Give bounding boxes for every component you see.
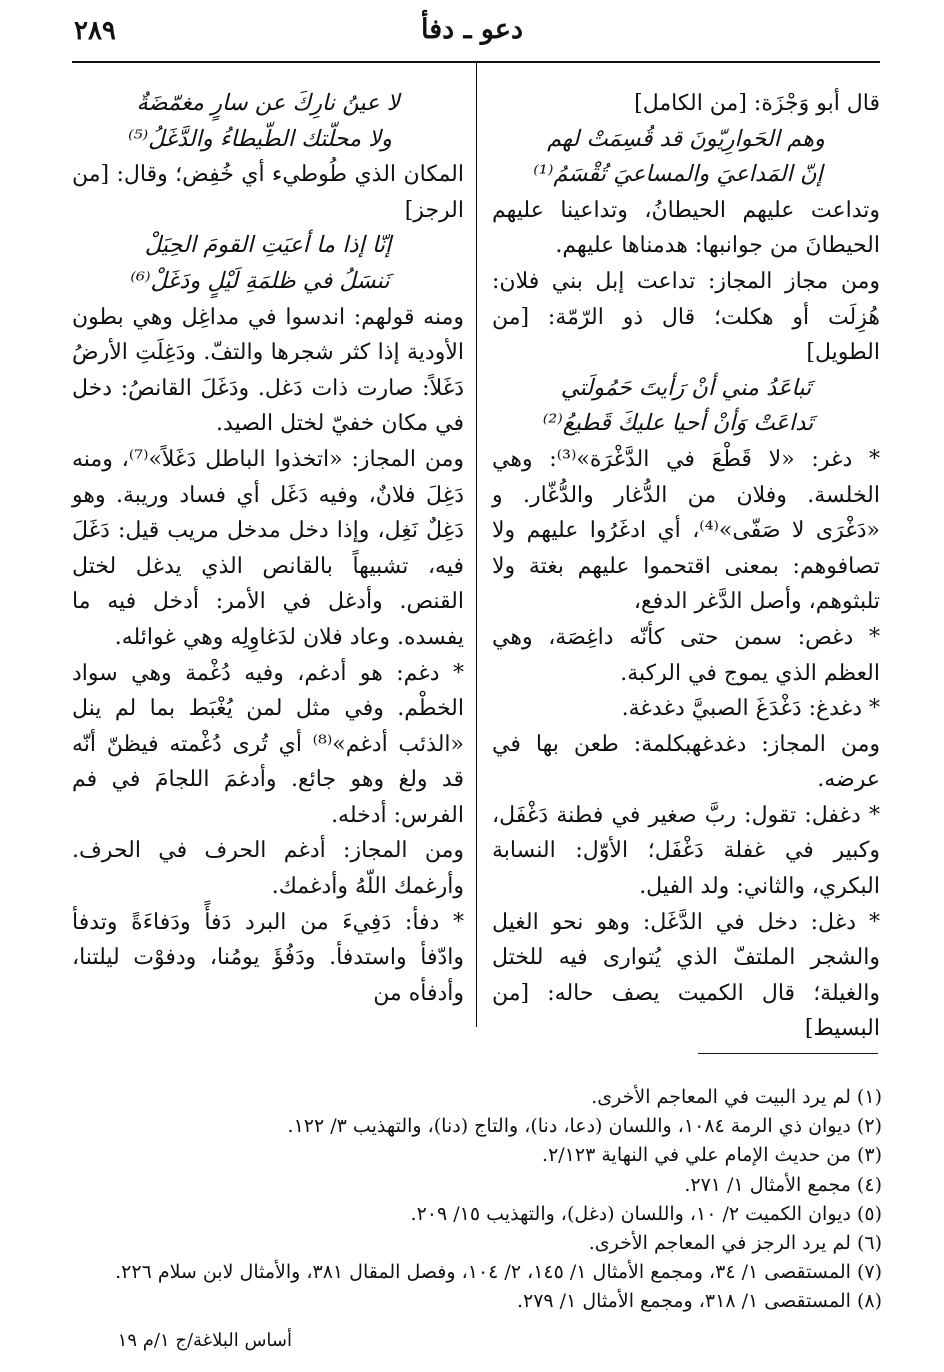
right-entry-majaz: ومن المجاز: دغدغهبكلمة: طعن بها في عرضه. bbox=[492, 731, 880, 793]
footnote-6: (٦) لم يرد الرجز في المعاجم الأخرى. bbox=[588, 1232, 882, 1255]
footnote-rule bbox=[698, 1053, 878, 1054]
left-verse-3: إنّا إذا ما أعيَتِ القومَ الحِيَلْ bbox=[144, 232, 392, 259]
right-entry-1: قال أبو وَجْزَة: [من الكامل] bbox=[634, 91, 880, 116]
left-column bbox=[72, 86, 464, 1011]
left-entry-dafa: * دفأ: دَفِيءَ من البرد دَفأً ودَفاءَةً وتدفأ وادّفأ واستدفأ. ودَفُؤَ يومُنا، ودفوْت ليلتنا، وأدفأه من bbox=[72, 909, 464, 1006]
running-head: دعو ـ دفأ bbox=[421, 14, 523, 45]
right-entry-daghdagh: * دغدغ: دَغْدَغَ الصبيَّ دغدغة. bbox=[621, 696, 880, 722]
left-verse-2: ولا محلّتك الطّيطاءُ والدَّغَلُ⁽⁵⁾ bbox=[128, 125, 392, 152]
left-entry-majaz: ومن المجاز: «اتخذوا الباطل دَغَلاً»⁽⁷⁾، ومنه دَغِلَ فلانٌ، وفيه دَغَل أي فساد وريبة. وهو دَغِلٌ نَغِل، وإذا دخل مدخل مريب قيل: دَغَلَ فيه، تشبيهاً بالقانص الذي يدغل لختل القنص. وأدغل في الأمر: أدخل فيه ما يفسده. وعاد فلان لدَغاوِلِه وهي غوائله. bbox=[72, 446, 465, 650]
signature-mark: أساس البلاغة/ج ١/م ١٩ bbox=[117, 1330, 292, 1351]
left-entry-2: ومنه قولهم: اندسوا في مداغِل وهي بطون الأودية إذا كثر شجرها والتفّ. ودَغِلَتِ الأرضُ دَغَلاً: صارت ذات دَغل. ودَغَلَ القانصُ: دخل في مكان خفيّ لختل الصيد. bbox=[72, 304, 464, 437]
right-verse-3: تَباعَدُ مني أنْ رَأيتَ حَمُولَتي bbox=[560, 374, 812, 401]
left-verse-4: نَنسَلُ في ظلمَةِ لَيْلٍ ودَغَلْ⁽⁶⁾ bbox=[130, 267, 390, 294]
footnote-3: (٣) من حديث الإمام علي في النهاية ٢/١٢٣. bbox=[542, 1144, 882, 1167]
right-entry-3: ومن مجاز المجاز: تداعت إبل بني فلان: هُزِلَت أو هكلت؛ قال ذو الرّمّة: [من الطويل] bbox=[492, 268, 880, 366]
footnote-5: (٥) ديوان الكميت ٢/ ١٠، واللسان (دغل)، والتهذيب ١٥/ ٢٠٩. bbox=[410, 1202, 882, 1225]
right-entry-2: وتداعت عليهم الحيطانُ، وتداعينا عليهم الحيطانَ من جوانبها: هدمناها عليهم. bbox=[492, 197, 880, 259]
footnote-7: (٧) المستقصى ١/ ٣٤، ومجمع الأمثال ١/ ١٤٥، ٢/ ١٠٤، وفصل المقال ٣٨١، والأمثال لابن سلام ٢٢٦. bbox=[115, 1261, 882, 1284]
right-verse-2: إنّ المَداعيَ والمساعيَ تُقْسَمُ⁽¹⁾ bbox=[533, 161, 823, 188]
footnote-1: (١) لم يرد البيت في المعاجم الأخرى. bbox=[591, 1086, 882, 1108]
footnote-4: (٤) مجمع الأمثال ١/ ٢٧١. bbox=[684, 1173, 882, 1196]
left-entry-1: المكان الذي طُوطيء أي خُفِض؛ وقال: [من الرجز] bbox=[72, 162, 464, 223]
right-entry-daghr: * دغر: «لا قَطْعَ في الدَّغْرَة»⁽³⁾: وهي الخلسة. وفلان من الدُّغار والدُّغّار. و «دَغْرَى لا صَفّى»⁽⁴⁾، أي ادغَرُوا عليهم ولا تصافوهم: بمعنى اقتحموا عليهم بغتة ولا تلبثوهم، وأصل الدَّغر الدفع، bbox=[492, 446, 880, 615]
right-entry-daghal: * دغل: دخل في الدَّغَل: وهو نحو الغيل والشجر الملتفّ الذي يُتوارى فيه للختل والغيلة؛ قال الكميت يصف حاله: [من البسيط] bbox=[492, 909, 880, 1042]
left-entry-dagham: * دغم: هو أدغم، وفيه دُغْمة وهي سواد الخطْم. وفي مثل لمن يُغْبَط بما لم ينل «الذئب أدغم»⁽⁸⁾ أي تُرى دُغْمته فيظنّ أنّه قد ولغ وهو جائع. وأدغمَ اللجامَ في فم الفرس: أدخله. bbox=[72, 660, 464, 828]
left-verse-1: لا عينُ نارِكَ عن سارٍ مغمّضَةٌ bbox=[136, 90, 400, 116]
right-entry-daghas: * دغص: سمن حتى كأنّه داغِصَة، وهي العظم الذي يموج في الركبة. bbox=[492, 624, 880, 686]
footnote-2: (٢) ديوان ذي الرمة ١٠٨٤، واللسان (دعا، دنا)، والتاج (دنا)، والتهذيب ٣/ ١٢٢. bbox=[287, 1115, 882, 1138]
right-column bbox=[492, 86, 880, 1047]
right-entry-daghfal: * دغفل: تقول: ربَّ صغير في فطنة دَغْفَل، وكبير في غفلة دَغْفَل؛ الأوّل: النسابة البكري، والثاني: ولد الفيل. bbox=[492, 802, 880, 900]
footnotes bbox=[72, 1083, 882, 1317]
right-verse-1: وهم الحَوارِيّونَ قد قُسِمَتْ لهم bbox=[547, 125, 825, 152]
right-verse-4: تَداعَتْ وَأنْ أحيا عليكَ قَطيعُ⁽²⁾ bbox=[542, 410, 814, 437]
footnote-8: (٨) المستقصى ١/ ٣١٨، ومجمع الأمثال ١/ ٢٧٩. bbox=[516, 1290, 882, 1313]
column-divider bbox=[476, 62, 477, 1027]
page-number: ٢٨٩ bbox=[74, 16, 116, 46]
left-entry-majaz-2: ومن المجاز: أدغم الحرف في الحرف. وأرغمك اللّهُ وأدغمك. bbox=[72, 838, 464, 900]
